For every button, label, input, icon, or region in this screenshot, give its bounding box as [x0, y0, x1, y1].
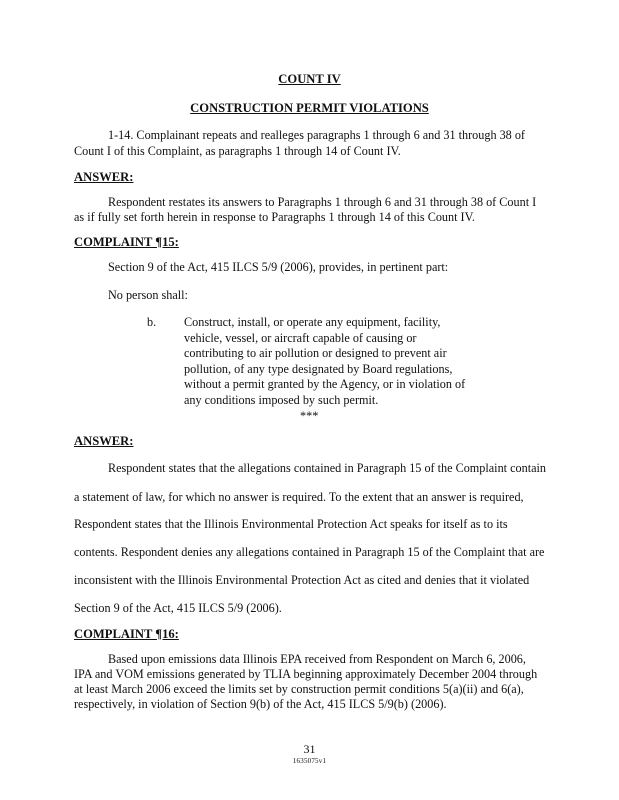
- complaint-16-line-4: respectively, in violation of Section 9(b) of the Act, 415 ILCS 5/9(b) (2006).: [74, 697, 447, 711]
- answer-2-heading: ANSWER:: [74, 434, 134, 448]
- complaint-16-line-3: at least March 2006 exceed the limits set by construction permit conditions 5(a)(ii) and 6(a),: [74, 682, 524, 696]
- quoted-provision-line: Construct, install, or operate any equipment, facility,: [184, 315, 441, 329]
- section-title: CONSTRUCTION PERMIT VIOLATIONS: [190, 101, 429, 115]
- complaint-16-line-1: Based upon emissions data Illinois EPA received from Respondent on March 6, 2006,: [108, 652, 526, 666]
- quoted-provision: [184, 315, 465, 409]
- document-id: 1635075v1: [292, 757, 327, 765]
- paragraph-1-14-line-2: Count I of this Complaint, as paragraphs 1 through 14 of Count IV.: [74, 144, 401, 158]
- answer-2-line-4: contents. Respondent denies any allegations contained in Paragraph 15 of the Complaint that are: [74, 545, 545, 559]
- complaint-15-intro: Section 9 of the Act, 415 ILCS 5/9 (2006), provides, in pertinent part:: [108, 260, 449, 274]
- answer-2-line-1: Respondent states that the allegations contained in Paragraph 15 of the Complaint contain: [108, 461, 546, 475]
- quoted-provision-line: without a permit granted by the Agency, or in violation of: [184, 377, 466, 392]
- count-title: COUNT IV: [278, 72, 341, 86]
- paragraph-1-14-line-1: 1-14. Complainant repeats and realleges paragraphs 1 through 6 and 31 through 38 of: [108, 128, 525, 142]
- complaint-16-heading: COMPLAINT ¶16:: [74, 627, 179, 641]
- complaint-16-line-2: IPA and VOM emissions generated by TLIA beginning approximately December 2004 through: [74, 667, 538, 681]
- quoted-provision-line: vehicle, vessel, or aircraft capable of causing or: [184, 330, 417, 345]
- answer-1-line-2: as if fully set forth herein in response to Paragraphs 1 through 14 of this Count IV.: [74, 210, 475, 224]
- quoted-provision-line: any conditions imposed by such permit.: [184, 392, 379, 407]
- answer-2-line-5: inconsistent with the Illinois Environmental Protection Act as cited and denies that it violated: [74, 573, 530, 587]
- page-number: 31: [303, 742, 316, 756]
- answer-2-line-2: a statement of law, for which no answer is required. To the extent that an answer is required,: [74, 490, 524, 504]
- answer-1-line-1: Respondent restates its answers to Paragraphs 1 through 6 and 31 through 38 of Count I: [108, 195, 537, 209]
- answer-2-line-3: Respondent states that the Illinois Environmental Protection Act speaks for itself as to its: [74, 517, 508, 531]
- ellipsis-marker: ***: [300, 409, 319, 423]
- complaint-15-heading: COMPLAINT ¶15:: [74, 235, 179, 249]
- no-person-shall: No person shall:: [108, 288, 188, 302]
- answer-heading: ANSWER:: [74, 170, 134, 184]
- subparagraph-label: b.: [147, 315, 157, 329]
- quoted-provision-line: contributing to air pollution or designed to prevent air: [184, 346, 447, 361]
- quoted-provision-line: pollution, of any type designated by Board regulations,: [184, 361, 453, 376]
- answer-2-line-6: Section 9 of the Act, 415 ILCS 5/9 (2006).: [74, 601, 282, 615]
